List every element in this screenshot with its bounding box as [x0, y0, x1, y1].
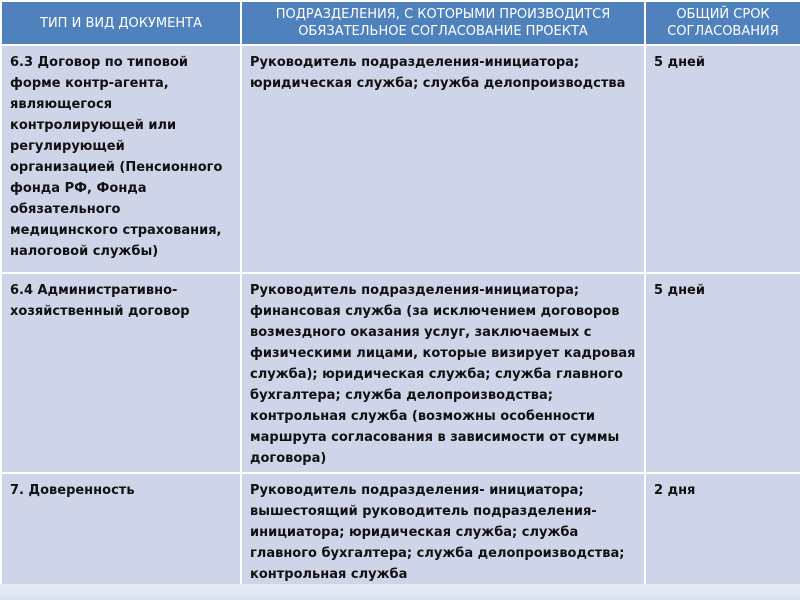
- table-row: [1, 45, 800, 273]
- header-departments: ПОДРАЗДЕЛЕНИЯ, С КОТОРЫМИ ПРОИЗВОДИТСЯ ОБЯЗАТЕЛЬНОЕ СОГЛАСОВАНИЕ ПРОЕКТА: [241, 1, 645, 45]
- cell-departments: Руководитель подразделения-инициатора; юридическая служба; служба делопроизводства: [241, 45, 645, 273]
- cell-document-type: 6.3 Договор по типовой форме контр-агента, являющегося контролирующей или регулирующей организацией (Пенсионного фонда РФ, Фонда обязательного медицинского страхования, налоговой службы): [1, 45, 241, 273]
- cell-departments: Руководитель подразделения-инициатора; финансовая служба (за исключением договоров возмездного оказания услуг, заключаемых с физическими лицами, которые визирует кадровая служба); юридическая служба; служба главного бухгалтера; служба делопроизводства; контрольная служба (возможны особенности маршрута согласования в зависимости от суммы договора): [241, 273, 645, 473]
- header-document-type: ТИП И ВИД ДОКУМЕНТА: [1, 1, 241, 45]
- cell-approval-term: 2 дня: [645, 473, 800, 589]
- table-row: [1, 273, 800, 473]
- cell-departments: Руководитель подразделения- инициатора; вышестоящий руководитель подразделения-инициатора; юридическая служба; служба главного бухгалтера; служба делопроизводства; контрольная служба: [241, 473, 645, 589]
- cell-document-type: 6.4 Административно-хозяйственный договор: [1, 273, 241, 473]
- cell-document-type: 7. Доверенность: [1, 473, 241, 589]
- table-row: [1, 473, 800, 589]
- cell-approval-term: 5 дней: [645, 273, 800, 473]
- table-header-row: [1, 1, 800, 45]
- slide-bottom-band: [0, 584, 800, 600]
- cell-approval-term: 5 дней: [645, 45, 800, 273]
- header-approval-term: ОБЩИЙ СРОК СОГЛАСОВАНИЯ: [645, 1, 800, 45]
